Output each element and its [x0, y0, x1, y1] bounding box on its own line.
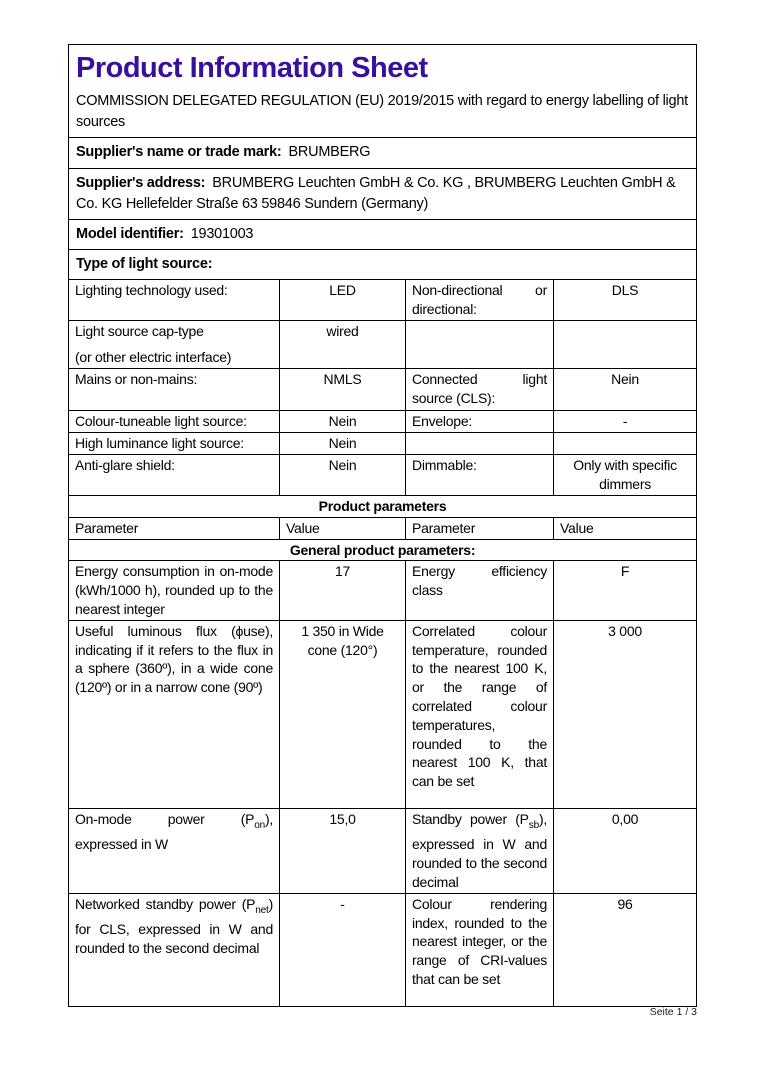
value-directionality: DLS — [554, 280, 697, 321]
model-identifier-value: 19301003 — [190, 226, 254, 242]
param-on-mode-power — [69, 808, 280, 893]
product-info-table — [68, 44, 697, 1007]
type-of-light-source-label: Type of light source: — [76, 256, 213, 272]
value-on-mode-power: 15,0 — [280, 808, 406, 893]
param-dimmable: Dimmable: — [406, 454, 554, 495]
value-connected-light-source: Nein — [554, 369, 697, 411]
on-mode-power-text: ), expressed in W — [75, 810, 273, 853]
standby-power-text: Standby power (P — [412, 810, 529, 827]
param-useful-luminous-flux: Useful luminous flux (ϕuse), indicating if it refers to the flux in a sphere (360º), in a wide cone (120º) or in a narrow cone (90º) — [69, 620, 280, 808]
value-envelope: - — [554, 411, 697, 433]
networked-standby-text: Networked standby power (P — [75, 895, 256, 912]
on-mode-power-text: On-mode power (P — [75, 810, 255, 827]
header-parameter-2: Parameter — [406, 517, 554, 539]
value-energy-efficiency-class: F — [554, 561, 697, 620]
value-cap-type: wired — [280, 320, 406, 369]
value-lighting-technology: LED — [280, 280, 406, 321]
supplier-address-value: BRUMBERG Leuchten GmbH & Co. KG , BRUMBERG Leuchten GmbH & Co. KG Hellefelder Straße 63 59846 Sundern (Germany) — [76, 175, 676, 212]
value-dimmable: Only with specific dimmers — [554, 454, 697, 495]
value-colour-rendering-index: 96 — [554, 893, 697, 1006]
param-correlated-colour-temperature: Correlated colour temperature, rounded to the nearest 100 K, or the range of correlated colour temperatures, rounded to the nearest 100 K, that can be set — [406, 620, 554, 808]
param-cap-type — [69, 320, 280, 369]
param-lighting-technology: Lighting technology used: — [69, 280, 280, 321]
standby-power-subscript: sb — [528, 819, 539, 831]
value-mains: NMLS — [280, 369, 406, 411]
header-value-1: Value — [280, 517, 406, 539]
param-high-luminance: High luminance light source: — [69, 432, 280, 454]
model-identifier-label: Model identifier: — [76, 226, 184, 242]
value-networked-standby-power: - — [280, 893, 406, 1006]
param-directionality: Non-directional or directional: — [406, 280, 554, 321]
supplier-name-value: BRUMBERG — [288, 144, 371, 160]
param-connected-light-source: Connected light source (CLS): — [406, 369, 554, 411]
networked-standby-text: ) for CLS, expressed in W and rounded to the second decimal — [75, 895, 273, 957]
param-standby-power — [406, 808, 554, 893]
standby-power-text: ), expressed in W and rounded to the second decimal — [412, 810, 547, 890]
param-empty-cell — [406, 320, 554, 369]
header-value-2: Value — [554, 517, 697, 539]
model-identifier-row — [69, 220, 697, 250]
section-general-product-parameters: General product parameters: — [69, 539, 697, 561]
page-title: Product Information Sheet — [76, 52, 428, 84]
value-anti-glare: Nein — [280, 454, 406, 495]
type-of-light-source-row — [69, 250, 697, 280]
param-networked-standby-power — [69, 893, 280, 1006]
supplier-name-row — [69, 138, 697, 169]
param-colour-tuneable: Colour-tuneable light source: — [69, 411, 280, 433]
section-product-parameters: Product parameters — [69, 495, 697, 517]
cap-type-line2: (or other electric interface) — [75, 349, 232, 366]
value-correlated-colour-temperature: 3 000 — [554, 620, 697, 808]
cap-type-line1: Light source cap-type — [75, 322, 204, 339]
header-parameter-1: Parameter — [69, 517, 280, 539]
supplier-address-row — [69, 169, 697, 220]
param-empty-cell — [406, 432, 554, 454]
regulation-subtitle: COMMISSION DELEGATED REGULATION (EU) 2019/2015 with regard to energy labelling of light sources — [76, 93, 688, 130]
title-block — [69, 45, 697, 138]
supplier-address-label: Supplier's address: — [76, 175, 206, 191]
page-number: Seite 1 / 3 — [649, 1006, 697, 1018]
param-energy-consumption: Energy consumption in on-mode (kWh/1000 h), rounded up to the nearest integer — [69, 561, 280, 620]
value-standby-power: 0,00 — [554, 808, 697, 893]
on-mode-power-subscript: on — [254, 819, 265, 831]
param-energy-efficiency-class: Energy efficiency class — [406, 561, 554, 620]
supplier-name-label: Supplier's name or trade mark: — [76, 144, 282, 160]
param-colour-rendering-index: Colour rendering index, rounded to the nearest integer, or the range of CRI-values that can be set — [406, 893, 554, 1006]
param-mains: Mains or non-mains: — [69, 369, 280, 411]
param-anti-glare: Anti-glare shield: — [69, 454, 280, 495]
value-empty-cell — [554, 432, 697, 454]
value-energy-consumption: 17 — [280, 561, 406, 620]
value-high-luminance: Nein — [280, 432, 406, 454]
networked-standby-subscript: net — [255, 904, 269, 916]
value-empty-cell — [554, 320, 697, 369]
param-envelope: Envelope: — [406, 411, 554, 433]
value-useful-luminous-flux: 1 350 in Wide cone (120°) — [280, 620, 406, 808]
value-colour-tuneable: Nein — [280, 411, 406, 433]
